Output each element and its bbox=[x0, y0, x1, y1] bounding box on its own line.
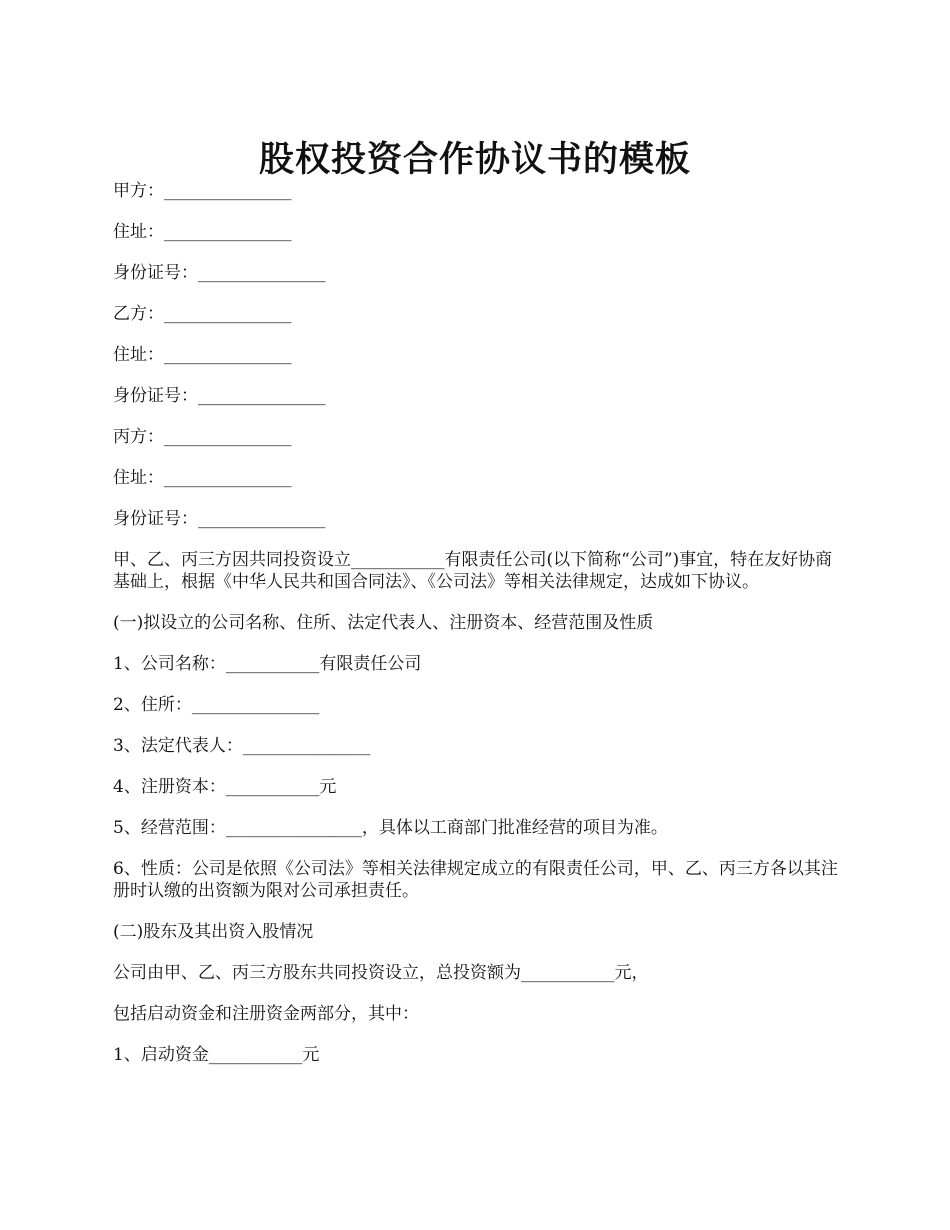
section-heading-1: (一)拟设立的公司名称、住所、法定代表人、注册资本、经营范围及性质 bbox=[113, 613, 654, 633]
startup-capital-paragraph: 1、启动资金___________元 bbox=[113, 1045, 320, 1065]
section-heading-2: (二)股东及其出资入股情况 bbox=[113, 922, 314, 942]
clause-registered-capital: 4、注册资本：___________元 bbox=[113, 777, 337, 797]
party-a-id: 身份证号：_______________ bbox=[113, 263, 326, 283]
clause-business-scope: 5、经营范围：________________，具体以工商部门批准经营的项目为准。 bbox=[113, 818, 668, 838]
preamble-paragraph: 甲、乙、丙三方因共同投资设立___________有限责任公司(以下简称“公司”)事宜，特在友好协商基础上，根据《中华人民共和国合同法》、《公司法》等相关法律规定，达成如下协议。 bbox=[113, 550, 833, 592]
party-c-id: 身份证号：_______________ bbox=[113, 509, 326, 529]
investment-parts-paragraph: 包括启动资金和注册资金两部分，其中： bbox=[113, 1004, 419, 1024]
document-title: 股权投资合作协议书的模板 bbox=[258, 139, 691, 181]
document-body bbox=[113, 180, 839, 1085]
clause-residence: 2、住所：_______________ bbox=[113, 695, 320, 715]
clause-company-name: 1、公司名称：___________有限责任公司 bbox=[113, 654, 422, 674]
party-a-address: 住址：_______________ bbox=[113, 222, 292, 242]
party-b-id: 身份证号：_______________ bbox=[113, 386, 326, 406]
party-b-address: 住址：_______________ bbox=[113, 345, 292, 365]
party-b-name: 乙方：_______________ bbox=[113, 304, 292, 324]
clause-nature: 6、性质：公司是依照《公司法》等相关法律规定成立的有限责任公司，甲、乙、丙三方各以其注册时认缴的出资额为限对公司承担责任。 bbox=[113, 859, 838, 901]
party-a-name: 甲方：_______________ bbox=[113, 181, 292, 201]
investment-total-paragraph: 公司由甲、乙、丙三方股东共同投资设立，总投资额为___________元， bbox=[113, 963, 649, 983]
party-c-name: 丙方：_______________ bbox=[113, 427, 292, 447]
clause-legal-representative: 3、法定代表人：_______________ bbox=[113, 736, 371, 756]
party-c-address: 住址：_______________ bbox=[113, 468, 292, 488]
